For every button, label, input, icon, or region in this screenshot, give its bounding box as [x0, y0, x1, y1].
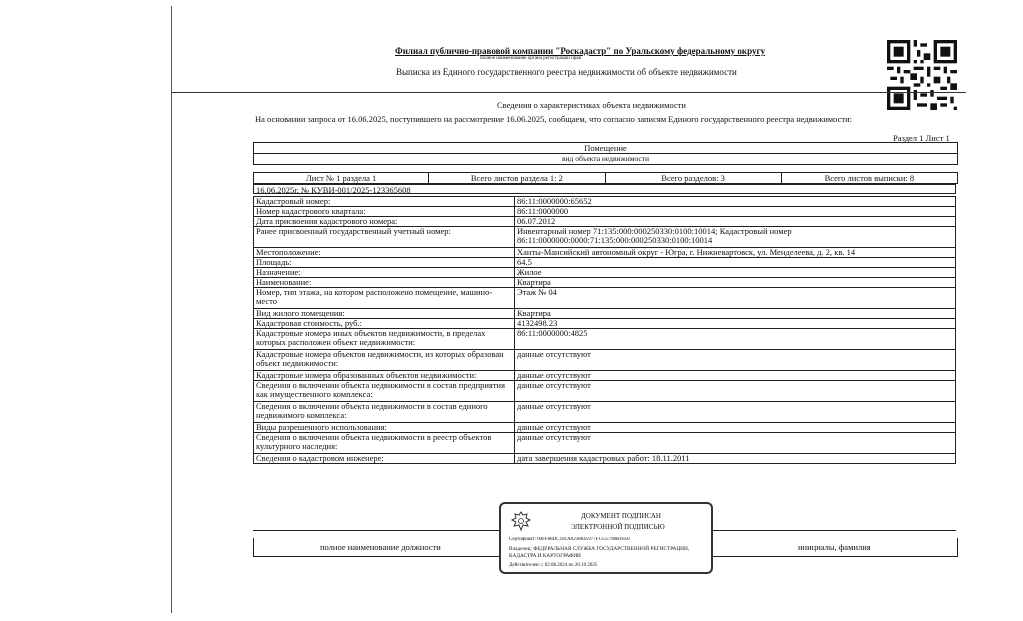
table-row [254, 454, 956, 464]
prop-value: 86:11:0000000 [515, 207, 956, 217]
table-row [254, 288, 956, 309]
table-row [254, 402, 956, 423]
stamp-owner: Владелец: ФЕДЕРАЛЬНАЯ СЛУЖБА ГОСУДАРСТВЕННОЙ РЕГИСТРАЦИИ, КАДАСТРА И КАРТОГРАФИИ [509, 546, 690, 559]
branch-name: Филиал публично-правовой компании "Роскадастр" по Уральскому федеральному округу [395, 46, 766, 56]
object-type-caption: вид объекта недвижимости [561, 154, 650, 163]
table-row [254, 258, 956, 268]
prop-label: Ранее присвоенный государственный учетный номер: [254, 227, 515, 248]
stamp-validity: Действителен: с 02.08.2024 по 26.10.2025 [509, 563, 598, 568]
table-row [254, 309, 956, 319]
page-left-border [171, 6, 172, 613]
document-title: Сведения о характеристиках объекта недвижимости [497, 100, 686, 110]
table-row [254, 197, 956, 207]
stamp-line-1: ДОКУМЕНТ ПОДПИСАН [581, 512, 661, 520]
extract-title: Выписка из Единого государственного реестра недвижимости об объекте недвижимости [396, 67, 737, 77]
table-row [254, 319, 956, 329]
prop-label: Сведения о включении объекта недвижимости в состав единого недвижимого комплекса: [254, 402, 515, 423]
prop-value: 06.07.2012 [515, 217, 956, 227]
stamp-certificate: Сертификат: 00FF88DC181A0238645977F1255798BF850 [509, 537, 630, 542]
prop-label: Сведения о включении объекта недвижимости в состав предприятия как имущественного комплекса: [254, 381, 515, 402]
prop-label: Наименование: [254, 278, 515, 288]
table-row [254, 350, 956, 371]
total-sheets-extract: Всего листов выписки: 8 [824, 173, 915, 183]
prop-value: данные отсутствуют [515, 423, 956, 433]
prop-value: 4132498.23 [515, 319, 956, 329]
prop-label: Кадастровый номер: [254, 197, 515, 207]
basis-text: На основании запроса от 16.06.2025, поступившего на рассмотрение 16.06.2025, сообщаем, что согласно записям Единого государственного реестра недвижимости: [255, 114, 852, 124]
prop-label: Назначение: [254, 268, 515, 278]
branch-caption: полное наименование органа регистрации прав [480, 56, 581, 61]
total-sections: Всего разделов: 3 [606, 173, 782, 183]
prop-value: 86:11:0000000:4825 [515, 329, 956, 350]
table-row [254, 433, 956, 454]
table-row [254, 207, 956, 217]
prop-label: Сведения о кадастровом инженере: [254, 454, 515, 464]
table-row [254, 268, 956, 278]
prop-value: Инвентарный номер 71:135:000:000250330:0100:10014; Кадастровый номер 86:11:0000000:0000:71:135:000:000250330:0100:10014 [515, 227, 956, 248]
prop-value: Жилое [515, 268, 956, 278]
table-row [254, 423, 956, 433]
prop-value: данные отсутствуют [515, 433, 956, 454]
table-row [254, 329, 956, 350]
prop-label: Номер, тип этажа, на котором расположено помещение, машино-место [254, 288, 515, 309]
prop-value: Квартира [515, 278, 956, 288]
prop-value: данные отсутствуют [515, 350, 956, 371]
prop-value: данные отсутствуют [515, 402, 956, 423]
table-row [254, 278, 956, 288]
prop-value: Ханты-Мансийский автономный округ - Югра, г. Нижневартовск, ул. Менделеева, д. 2, кв. 14 [515, 248, 956, 258]
prop-label: Кадастровые номера объектов недвижимости, из которых образован объект недвижимости: [254, 350, 515, 371]
prop-label: Кадастровые номера иных объектов недвижимости, в пределах которых расположен объект недвижимости: [254, 329, 515, 350]
prop-label: Виды разрешенного использования: [254, 423, 515, 433]
prop-label: Кадастровая стоимость, руб.: [254, 319, 515, 329]
header-divider [172, 92, 966, 93]
prop-label: Площадь: [254, 258, 515, 268]
position-caption: полное наименование должности [320, 542, 441, 552]
prop-label: Дата присвоения кадастрового номера: [254, 217, 515, 227]
prop-value: 86:11:0000000:65652 [515, 197, 956, 207]
prop-value: Этаж № 04 [515, 288, 956, 309]
table-row [254, 227, 956, 248]
prop-value: данные отсутствуют [515, 381, 956, 402]
total-sheets-section: Всего листов раздела 1: 2 [429, 173, 605, 183]
table-row [254, 248, 956, 258]
prop-label: Вид жилого помещения: [254, 309, 515, 319]
prop-value: 64.5 [515, 258, 956, 268]
table-row [254, 217, 956, 227]
prop-label: Сведения о включении объекта недвижимости в реестр объектов культурного наследия: [254, 433, 515, 454]
prop-label: Кадастровые номера образованных объектов недвижимости: [254, 371, 515, 381]
prop-label: Номер кадастрового квартала: [254, 207, 515, 217]
object-type: Помещение [254, 143, 957, 154]
prop-value: Квартира [515, 309, 956, 319]
coat-of-arms-icon [509, 510, 533, 534]
prop-label: Местоположение: [254, 248, 515, 258]
section-label: Раздел 1 Лист 1 [893, 133, 950, 143]
prop-value: данные отсутствуют [515, 371, 956, 381]
table-row [254, 371, 956, 381]
prop-value: дата завершения кадастровых работ: 18.11.2011 [515, 454, 956, 464]
name-caption: инициалы, фамилия [798, 542, 871, 552]
properties-table [253, 196, 956, 464]
object-type-box [253, 142, 958, 165]
electronic-signature-stamp [499, 502, 713, 574]
table-row [254, 381, 956, 402]
stamp-line-2: ЭЛЕКТРОННОЙ ПОДПИСЬЮ [571, 523, 665, 531]
sheet-info-row [253, 172, 958, 184]
request-number: 16.06.2025г. № КУВИ-001/2025-123365608 [253, 184, 956, 194]
sheet-number: Лист № 1 раздела 1 [254, 173, 429, 183]
qr-code-icon [886, 40, 958, 110]
